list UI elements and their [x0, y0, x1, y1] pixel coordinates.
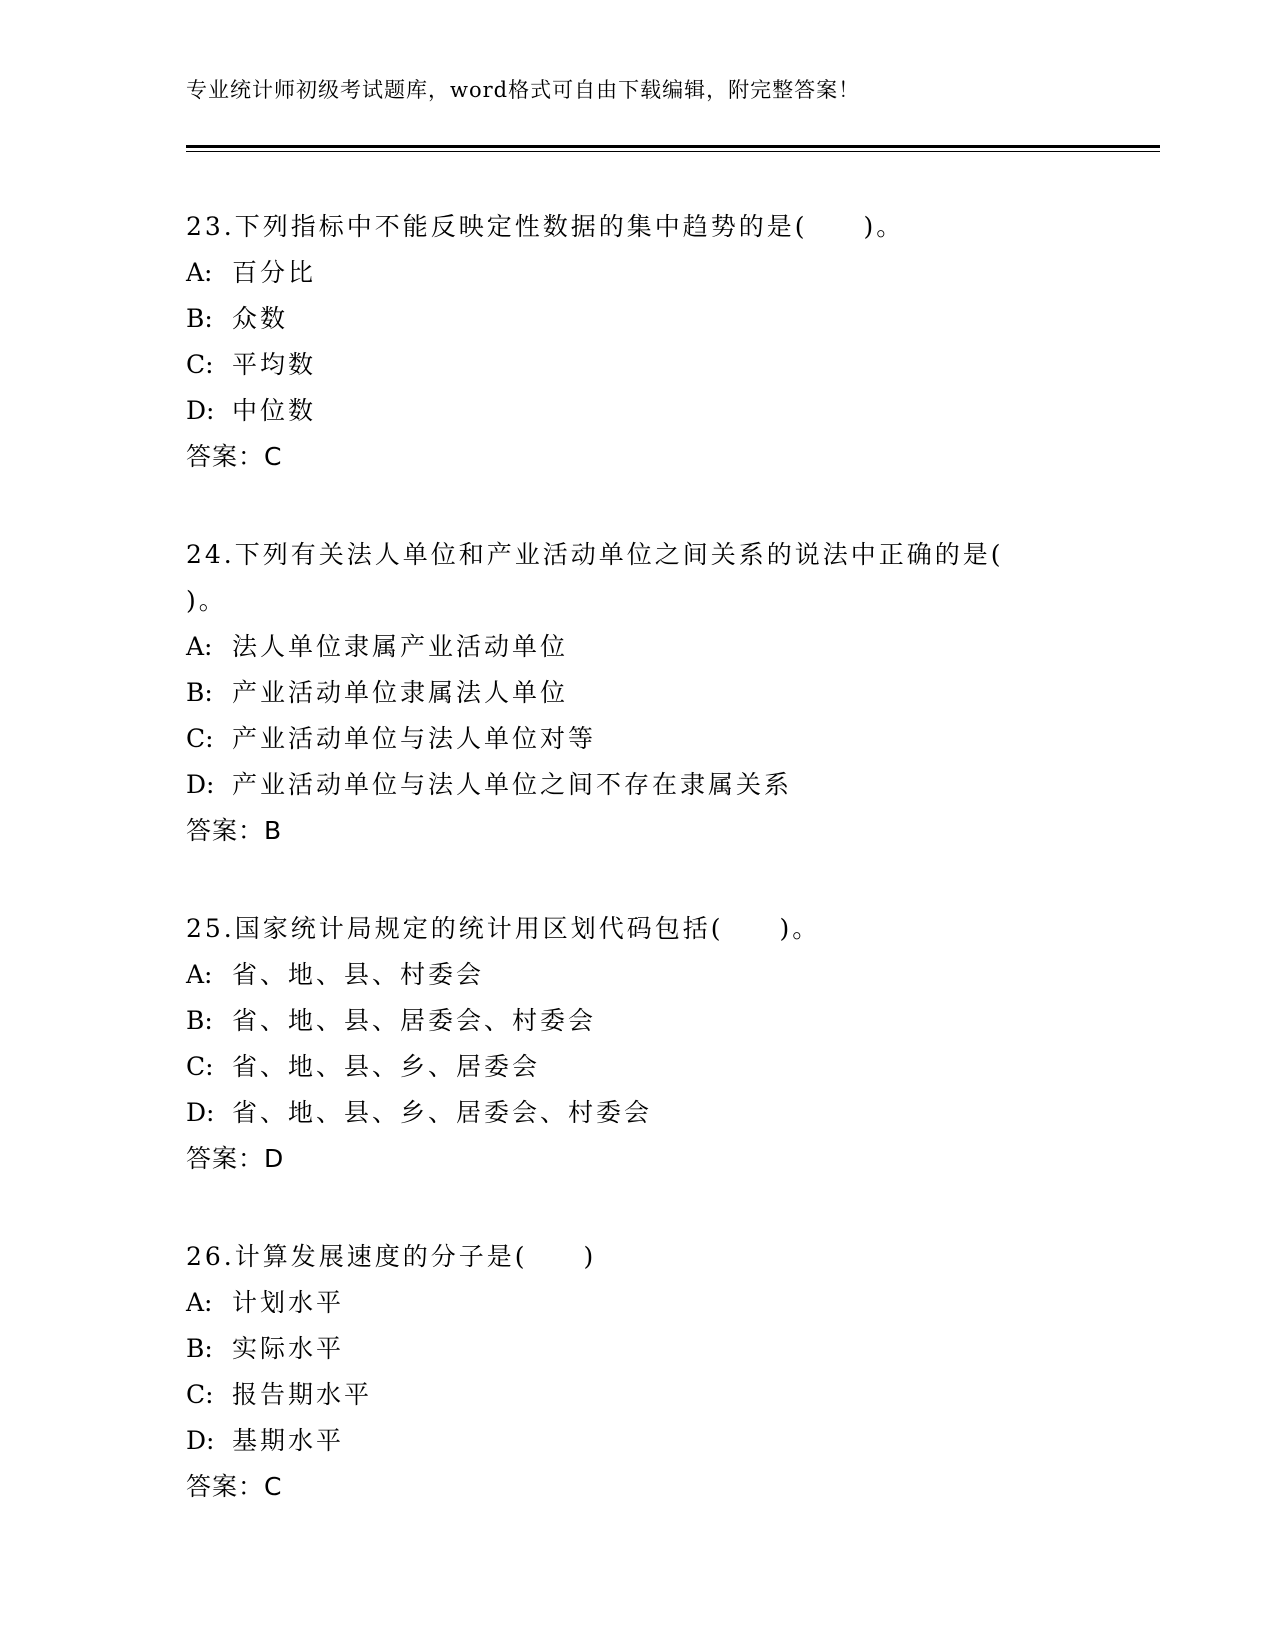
- option-letter: C:: [186, 1052, 214, 1081]
- option-c: [186, 716, 1066, 762]
- option-a: [186, 952, 1066, 998]
- question-item: [186, 204, 1066, 480]
- option-letter: D:: [186, 770, 215, 799]
- question-stem: 25.国家统计局规定的统计用区划代码包括( )。: [186, 914, 821, 943]
- option-c: [186, 342, 1066, 388]
- answer-line: 答案：C: [186, 1472, 283, 1501]
- option-letter: D:: [186, 396, 215, 425]
- option-text: 实际水平: [232, 1334, 345, 1363]
- option-letter: B:: [186, 304, 213, 333]
- option-letter: C:: [186, 350, 214, 379]
- option-d: [186, 762, 1066, 808]
- option-a: [186, 250, 1066, 296]
- option-text: 产业活动单位与法人单位对等: [232, 724, 597, 753]
- header-divider: [186, 145, 1160, 152]
- option-letter: B:: [186, 1334, 213, 1363]
- option-text: 平均数: [232, 350, 317, 379]
- option-text: 中位数: [232, 396, 317, 425]
- option-c: [186, 1372, 1066, 1418]
- option-letter: A:: [186, 960, 213, 989]
- answer-line: 答案：D: [186, 1144, 285, 1173]
- option-text: 报告期水平: [232, 1380, 373, 1409]
- option-text: 基期水平: [232, 1426, 345, 1455]
- question-item: [186, 532, 1066, 854]
- question-stem: 24.下列有关法人单位和产业活动单位之间关系的说法中正确的是( )。: [186, 540, 1060, 615]
- option-d: [186, 1090, 1066, 1136]
- answer-line: 答案：B: [186, 816, 283, 845]
- option-a: [186, 624, 1066, 670]
- option-text: 产业活动单位与法人单位之间不存在隶属关系: [232, 770, 793, 799]
- option-text: 省、地、县、村委会: [232, 960, 485, 989]
- question-list: [186, 204, 1066, 1562]
- answer-line: 答案：C: [186, 442, 283, 471]
- option-text: 百分比: [232, 258, 317, 287]
- question-item: [186, 1234, 1066, 1510]
- option-text: 众数: [232, 304, 289, 333]
- question-stem: 23.下列指标中不能反映定性数据的集中趋势的是( )。: [186, 212, 905, 241]
- page-header: 专业统计师初级考试题库，word格式可自由下载编辑，附完整答案！: [186, 78, 861, 102]
- option-text: 省、地、县、居委会、村委会: [232, 1006, 597, 1035]
- option-letter: B:: [186, 1006, 213, 1035]
- option-d: [186, 388, 1066, 434]
- option-text: 产业活动单位隶属法人单位: [232, 678, 569, 707]
- option-letter: A:: [186, 632, 213, 661]
- option-d: [186, 1418, 1066, 1464]
- option-b: [186, 1326, 1066, 1372]
- option-text: 省、地、县、乡、居委会: [232, 1052, 541, 1081]
- option-letter: C:: [186, 1380, 214, 1409]
- option-b: [186, 998, 1066, 1044]
- option-letter: C:: [186, 724, 214, 753]
- option-c: [186, 1044, 1066, 1090]
- question-stem: 26.计算发展速度的分子是( ): [186, 1242, 597, 1271]
- option-b: [186, 670, 1066, 716]
- option-letter: A:: [186, 258, 213, 287]
- option-text: 法人单位隶属产业活动单位: [232, 632, 569, 661]
- option-letter: A:: [186, 1288, 213, 1317]
- option-letter: D:: [186, 1098, 215, 1127]
- option-a: [186, 1280, 1066, 1326]
- question-item: [186, 906, 1066, 1182]
- option-letter: D:: [186, 1426, 215, 1455]
- option-text: 省、地、县、乡、居委会、村委会: [232, 1098, 653, 1127]
- option-letter: B:: [186, 678, 213, 707]
- option-text: 计划水平: [232, 1288, 345, 1317]
- option-b: [186, 296, 1066, 342]
